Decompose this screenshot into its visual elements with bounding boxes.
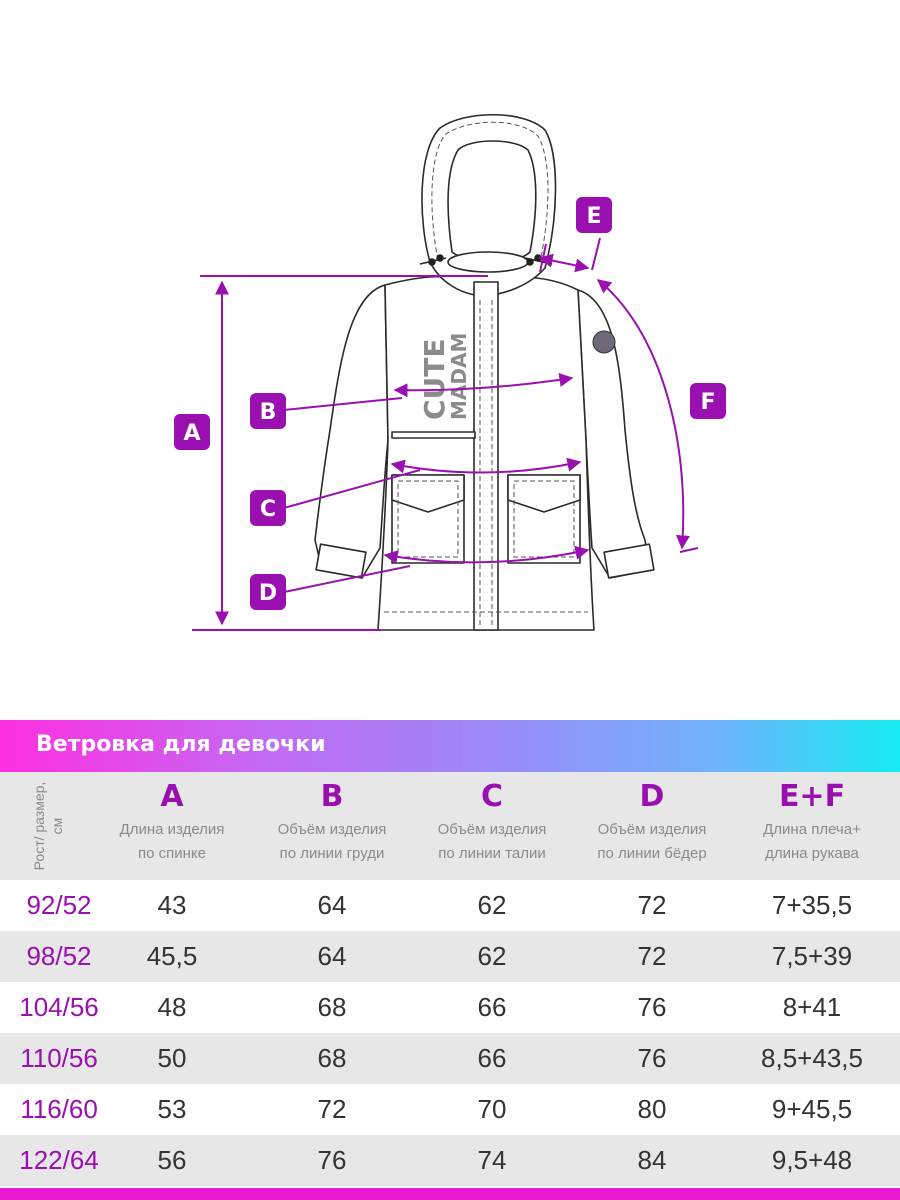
column-letter: E+F <box>778 779 846 814</box>
cell-a: 50 <box>157 1043 187 1073</box>
cell-d: 84 <box>637 1145 667 1175</box>
cell-c: 62 <box>477 890 507 920</box>
size-cell: 92/52 <box>26 890 92 920</box>
column-desc-line2: по линии бёдер <box>597 845 707 862</box>
svg-text:F: F <box>700 390 716 415</box>
column-desc-line2: по спинке <box>138 845 206 862</box>
cell-d: 76 <box>637 992 667 1022</box>
column-header-ef <box>732 778 892 866</box>
cell-ef: 8,5+43,5 <box>761 1043 863 1073</box>
cell-b: 68 <box>317 992 347 1022</box>
label-a-badge <box>174 414 210 450</box>
column-header-b <box>252 778 412 866</box>
cell-d: 80 <box>637 1094 667 1124</box>
cell-ef: 7,5+39 <box>771 941 853 971</box>
column-desc-line1: Объём изделия <box>277 821 387 838</box>
svg-text:C: C <box>259 497 277 522</box>
svg-text:A: A <box>183 421 201 446</box>
column-desc-line1: Длина плеча+ <box>763 821 861 838</box>
cell-c: 70 <box>477 1094 507 1124</box>
table-row <box>0 1135 900 1186</box>
cell-ef: 8+41 <box>782 992 842 1022</box>
chest-print <box>418 333 471 420</box>
size-cell: 98/52 <box>26 941 92 971</box>
label-f-badge <box>690 383 726 419</box>
print-text-cute: CUTE <box>418 338 451 420</box>
column-header-d <box>572 778 732 866</box>
size-column-header: Рост/ размер, см <box>31 781 65 871</box>
cell-b: 72 <box>317 1094 347 1124</box>
svg-text:B: B <box>259 400 277 425</box>
column-desc-line2: по линии груди <box>279 845 385 862</box>
cell-ef: 9,5+48 <box>771 1145 853 1175</box>
cell-b: 76 <box>317 1145 347 1175</box>
cell-ef: 7+35,5 <box>771 890 853 920</box>
svg-text:D: D <box>258 581 278 606</box>
cell-a: 53 <box>157 1094 187 1124</box>
table-row <box>0 982 900 1033</box>
cell-d: 72 <box>637 941 667 971</box>
cell-b: 68 <box>317 1043 347 1073</box>
table-row <box>0 1084 900 1135</box>
cell-d: 72 <box>637 890 667 920</box>
cell-c: 74 <box>477 1145 507 1175</box>
label-c-badge <box>250 490 286 526</box>
cell-a: 56 <box>157 1145 187 1175</box>
column-desc-line1: Объём изделия <box>437 821 547 838</box>
size-cell: 122/64 <box>19 1145 99 1175</box>
sleeve-patch-icon <box>593 331 615 353</box>
cell-c: 66 <box>477 1043 507 1073</box>
cell-a: 43 <box>157 890 187 920</box>
column-desc-line2: длина рукава <box>765 845 859 862</box>
cell-c: 62 <box>477 941 507 971</box>
bottom-accent-bar <box>0 1188 900 1200</box>
table-row <box>0 880 900 931</box>
size-cell: 110/56 <box>20 1043 98 1073</box>
label-b-badge <box>250 393 286 429</box>
cell-d: 76 <box>637 1043 667 1073</box>
column-header-c <box>412 778 572 866</box>
table-row <box>0 931 900 982</box>
label-e-badge <box>576 197 612 233</box>
column-desc-line1: Длина изделия <box>119 821 225 838</box>
column-letter: D <box>639 779 665 814</box>
cell-b: 64 <box>317 941 347 971</box>
cell-a: 45,5 <box>146 941 198 971</box>
cell-a: 48 <box>157 992 187 1022</box>
column-letter: B <box>320 779 344 814</box>
table-row <box>0 1033 900 1084</box>
table-title: Ветровка для девочки <box>36 732 326 757</box>
column-letter: A <box>160 779 184 814</box>
cell-b: 64 <box>317 890 347 920</box>
jacket-drawing <box>315 115 654 630</box>
column-desc-line2: по линии талии <box>438 845 546 862</box>
column-header-a <box>92 778 252 866</box>
label-d-badge <box>250 574 286 610</box>
svg-text:E: E <box>586 204 602 229</box>
cell-ef: 9+45,5 <box>771 1094 853 1124</box>
print-text-madam: MADAM <box>447 332 471 420</box>
cell-c: 66 <box>477 992 507 1022</box>
size-cell: 104/56 <box>19 992 99 1022</box>
size-cell: 116/60 <box>20 1094 98 1124</box>
column-desc-line1: Объём изделия <box>597 821 707 838</box>
table-title-bar <box>0 720 900 772</box>
column-letter: C <box>480 779 504 814</box>
